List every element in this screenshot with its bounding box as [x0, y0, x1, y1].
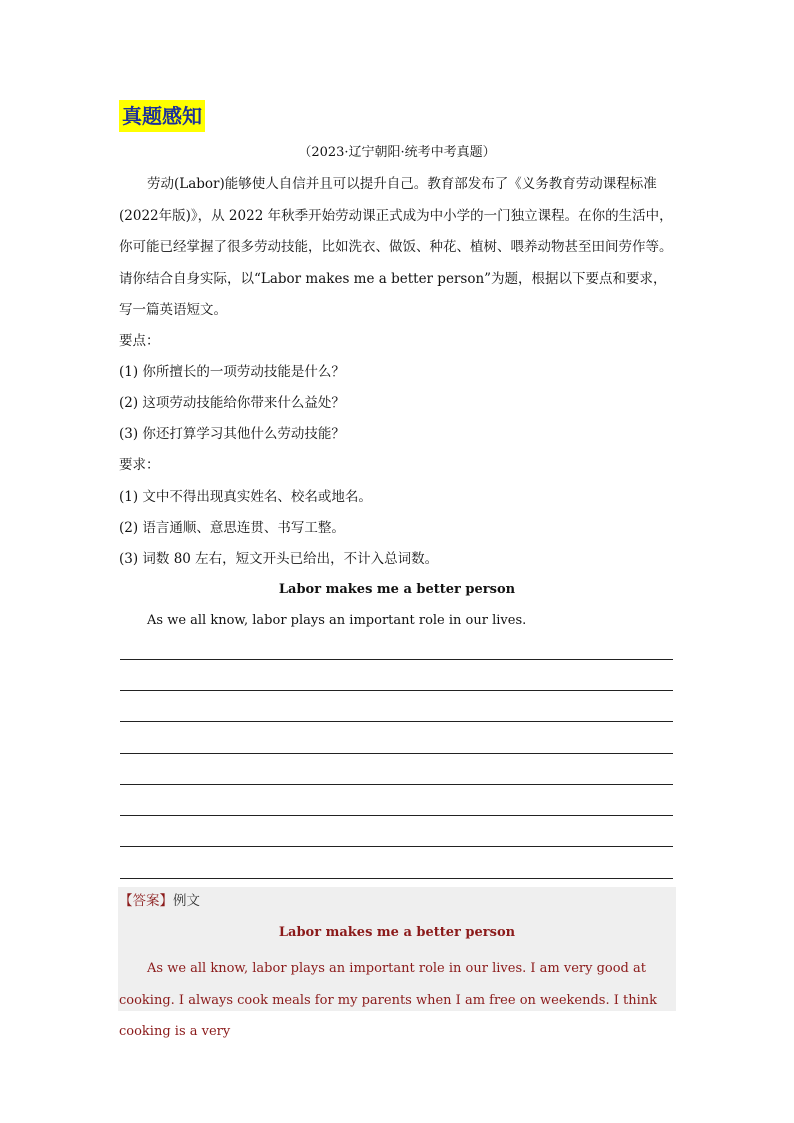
- requirements-label: 要求：: [119, 457, 160, 473]
- writing-line: [120, 690, 673, 691]
- section-title: 真题感知: [119, 100, 205, 132]
- answer-title: Labor makes me a better person: [278, 925, 516, 940]
- essay-title: Labor makes me a better person: [278, 582, 516, 597]
- writing-line: [120, 753, 673, 754]
- points-label: 要点：: [119, 333, 160, 349]
- exam-source: （2023·辽宁朝阳·统考中考真题）: [298, 145, 496, 160]
- requirement-item-1: (1) 文中不得出现真实姓名、校名或地名。: [119, 489, 372, 505]
- writing-line: [120, 659, 673, 660]
- writing-line: [120, 878, 673, 879]
- answer-text: As we all know, labor plays an important role in our lives. I am very good at cooking. I always cook meals for my parents when I am free on weekends. I think cooking is a very: [119, 961, 658, 1039]
- writing-line: [120, 815, 673, 816]
- writing-line: [120, 784, 673, 785]
- requirement-item-3: (3) 词数 80 左右，短文开头已给出，不计入总词数。: [119, 551, 439, 567]
- point-item-1: (1) 你所擅长的一项劳动技能是什么？: [119, 364, 345, 380]
- requirement-item-2: (2) 语言通顺、意思连贯、书写工整。: [119, 520, 345, 536]
- opening-sentence: As we all know, labor plays an important role in our lives.: [147, 613, 527, 628]
- point-item-3: (3) 你还打算学习其他什么劳动技能？: [119, 426, 345, 442]
- answer-tag: 【答案】: [119, 893, 173, 909]
- task-description: 劳动(Labor)能够使人自信并且可以提升自己。教育部发布了《义务教育劳动课程标准(2022年版)》，从 2022 年秋季开始劳动课正式成为中小学的一门独立课程。在你的生活中，你可能已经掌握了很多劳动技能，比如洗衣、做饭、种花、植树、喂养动物甚至田间劳作等。请你结合自身实际，以“Labor makes me a better person”为题，根据以下要点和要求，写一篇英语短文。: [119, 176, 673, 318]
- writing-line: [120, 846, 673, 847]
- point-item-2: (2) 这项劳动技能给你带来什么益处？: [119, 395, 345, 411]
- answer-tag-suffix: 例文: [173, 893, 200, 909]
- writing-line: [120, 721, 673, 722]
- answer-label: [119, 890, 200, 912]
